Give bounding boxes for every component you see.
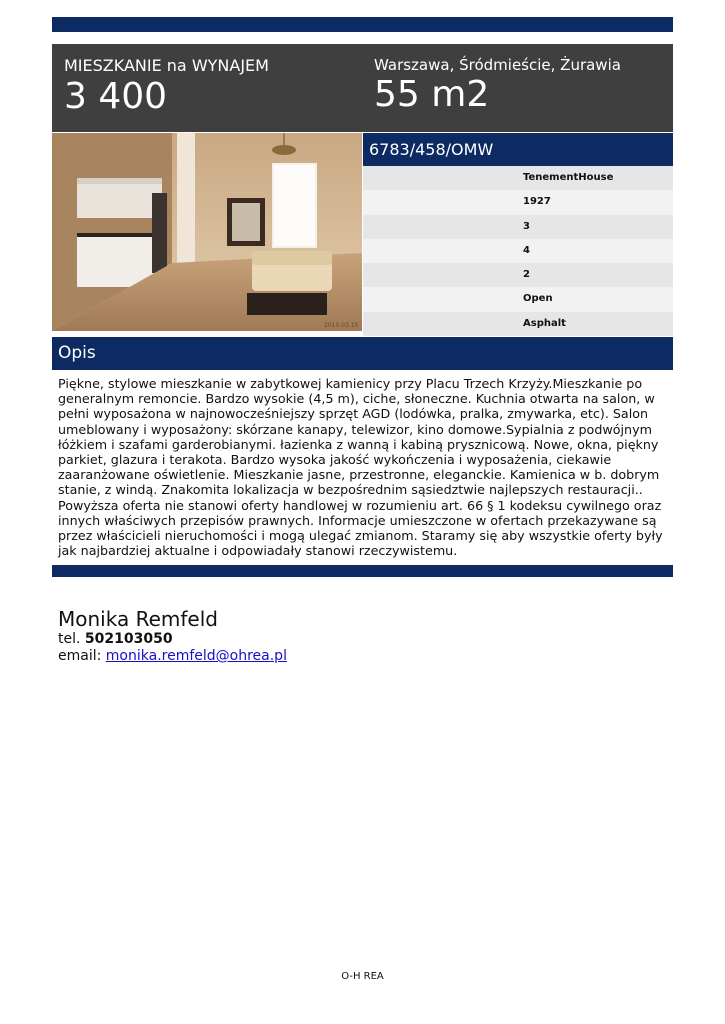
agent-email-line	[58, 648, 287, 665]
param-row-kitchen: Open	[363, 287, 673, 311]
property-photo	[52, 133, 362, 331]
email-label: email:	[58, 648, 102, 664]
param-row-access-road: Asphalt	[363, 312, 673, 336]
listing-type: MIESZKANIE na WYNAJEM	[64, 56, 269, 75]
description-text: Piękne, stylowe mieszkanie w zabytkowej kamienicy przy Placu Trzech Krzyży.Mieszkanie po generalnym remoncie. Bardzo wysokie (4,5 m), ciche, słoneczne. Kuchnia otwarta na salon, w pełni wyposażona w najnowocześniejszy sprzęt AGD (lodówka, pralka, zmywarka, etc). Salon umeblowany i wyposażony: skórzane kanapy, telewizor, kino domowe.Sypialnia z podwójnym łóżkiem i szafami garderobianymi. łazienka z wanną i kabiną prysznicową. Nowe, okna, piękny parkiet, glazura i terakota. Bardzo wysoka jakość wykończenia i wyposażenia, ciekawie zaaranżowane oświetlenie. Mieszkanie jasne, przestronne, eleganckie. Kamienica w b. dobrym stanie, z windą. Znakomita lokalizacja w bezpośrednim sąsiedztwie najlepszych restauracji.. Powyższa oferta nie stanowi oferty handlowej w rozumieniu art. 66 § 1 kodeksu cywilnego oraz innych właściwych przepisów prawnych. Informacje umieszczone w ofertach przekazywane są przez właścicieli nieruchomości i mogą ulegać zmianom. Staramy się aby wszystkie oferty były jak najbardziej aktualne i odpowiadały stanowi rzeczywistemu.	[58, 376, 663, 559]
offer-reference: 6783/458/OMW	[363, 133, 673, 166]
top-divider-bar	[52, 17, 673, 32]
description-heading: Opis	[52, 337, 673, 370]
phone-label: tel.	[58, 631, 81, 647]
agent-name: Monika Remfeld	[58, 607, 218, 631]
listing-area: 55 m2	[374, 74, 490, 115]
email-link[interactable]: monika.remfeld@ohrea.pl	[105, 648, 287, 664]
param-row-building-type: TenementHouse	[363, 166, 673, 190]
header-left	[64, 56, 269, 118]
param-row-floors-total: 2	[363, 263, 673, 287]
param-row-year-built: 1927	[363, 190, 673, 214]
agent-phone-line	[58, 631, 287, 648]
param-row-rooms: 3	[363, 215, 673, 239]
header-right	[374, 56, 621, 116]
phone-number: 502103050	[84, 631, 173, 647]
photo-date-stamp: 2010.03.15	[324, 322, 359, 329]
listing-price: 3 400	[64, 76, 168, 117]
params-table	[363, 166, 673, 336]
bottom-divider-bar	[52, 565, 673, 577]
agent-contact	[58, 607, 287, 665]
listing-header	[52, 44, 673, 132]
param-row-floor: 4	[363, 239, 673, 263]
footer-agency: O-H REA	[341, 971, 384, 982]
listing-location: Warszawa, Śródmieście, Żurawia	[374, 56, 621, 74]
